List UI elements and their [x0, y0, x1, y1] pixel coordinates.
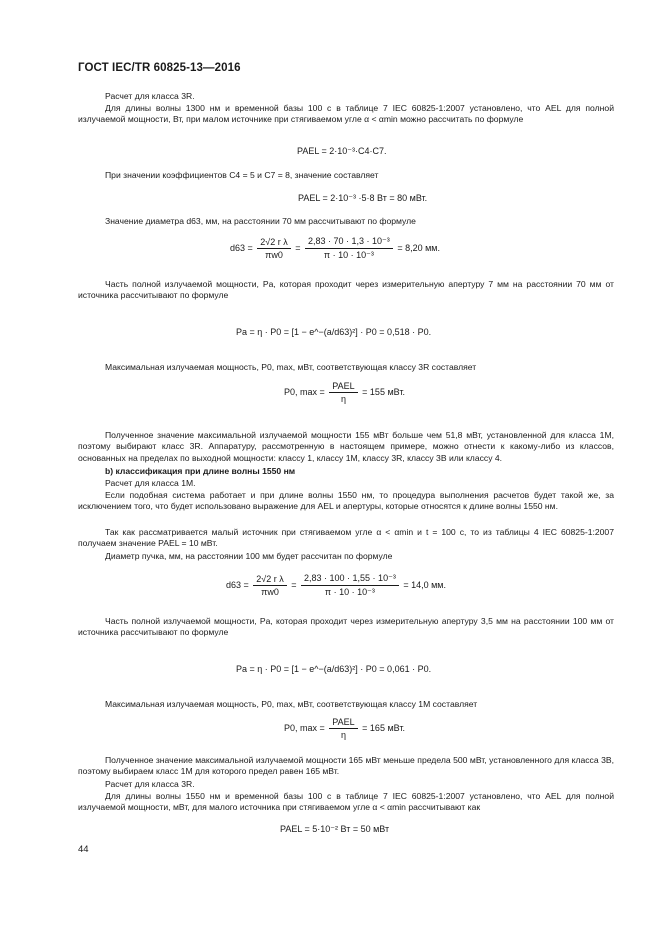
paragraph: Диаметр пучка, мм, на расстоянии 100 мм будет рассчитан по формуле — [105, 551, 393, 561]
paragraph: Полученное значение максимальной излучаемой мощности 165 мВт меньше предела 500 мВт, установленного для класса 3B, поэтому выбираем класс 1М для которого предел равен 165 мВт. — [78, 755, 614, 777]
formula-d63: d63 = $\frac{\text{2√2 r λ}}{\pi w0}$ = $\frac{\text{2,83 · 70 · 1,3 · 10⁻³}}{\text{π · 10 · 10⁻³}}$ = 8,20 мм. — [230, 236, 440, 260]
paragraph: Расчет для класса 3R. — [105, 779, 195, 789]
document-header: ГОСТ IEC/TR 60825-13—2016 — [78, 62, 241, 74]
paragraph: Значение диаметра d63, мм, на расстоянии 70 мм рассчитывают по формуле — [105, 216, 416, 226]
paragraph: Часть полной излучаемой мощности, Pa, которая проходит через измерительную апертуру 7 мм на расстоянии 70 мм от источника рассчитывают по формуле — [78, 279, 614, 301]
paragraph: Расчет для класса 3R. — [105, 91, 195, 101]
paragraph: Так как рассматривается малый источник при стягиваемом угле α < αmin и t = 100 с, то из таблицы 4 IEC 60825-1:2007 получаем значение PAEL = 10 мВт. — [78, 527, 614, 549]
paragraph: Для длины волны 1550 нм и временной базы 100 с в таблице 7 IEC 60825-1:2007 установлено, что AEL для полной излучаемой мощности, мВт, для малого источника при стягиваемом угле α < αmin рассчитывают как — [78, 791, 614, 813]
paragraph: При значении коэффициентов C4 = 5 и C7 = 8, значение составляет — [105, 170, 379, 180]
paragraph: Полученное значение максимальной излучаемой мощности 155 мВт больше чем 51,8 мВт, установленной для класса 1М, поэтому выбирают класс 3R. Аппаратуру, рассмотренную в настоящем примере, можно отнести к какому-либо из классов, основанных на пределах по выходной мощности: классу 1, классу 1M, классу 3R, классу 3B или классу 4. — [78, 430, 614, 463]
paragraph: Максимальная излучаемая мощность, P0, max, мВт, соответствующая классу 1M составляет — [105, 699, 478, 709]
paragraph: Если подобная система работает и при длине волны 1550 нм, то процедура выполнения расчетов будет такой же, за исключением того, что будет использовано выражение для AEL и апертуры, которые относятся к длине волны 1550 нм. — [78, 490, 614, 512]
formula-pa: Pa = η · P0 = [1 − e^−(a/d63)²] · P0 = 0,518 · P0. — [236, 327, 432, 337]
formula-p0max: P0, max = $\frac{\text{PAEL}}{\eta}$ = 155 мВт. — [284, 381, 405, 404]
section-heading: b) классификация при длине волны 1550 нм — [105, 466, 296, 476]
paragraph: Часть полной излучаемой мощности, Pa, которая проходит через измерительную апертуру 3,5 мм на расстоянии 100 мм от источника рассчитывают по формуле — [78, 616, 614, 638]
formula-pael-value: PAEL = 2·10⁻³ ·5·8 Вт = 80 мВт. — [298, 193, 428, 203]
formula-pael-1550: PAEL = 5·10⁻² Вт = 50 мВт — [280, 824, 390, 834]
formula-p0max-1550: P0, max = $\frac{\text{PAEL}}{\eta}$ = 165 мВт. — [284, 717, 405, 740]
formula-pa-1550: Pa = η · P0 = [1 − e^−(a/d63)²] · P0 = 0,061 · P0. — [236, 664, 432, 674]
formula-pael: PAEL = 2·10⁻³·C4·C7. — [297, 146, 387, 156]
formula-d63-1550: d63 = $\frac{\text{2√2 r λ}}{\pi w0}$ = $\frac{\text{2,83 · 100 · 1,55 · 10⁻³}}{\text{π · 10 · 10⁻³}}$ = 14,0 мм. — [226, 573, 446, 597]
paragraph: Максимальная излучаемая мощность, P0, max, мВт, соответствующая классу 3R составляет — [105, 362, 477, 372]
paragraph: Расчет для класса 1М. — [105, 478, 196, 488]
page-number: 44 — [78, 844, 89, 855]
paragraph: Для длины волны 1300 нм и временной базы 100 с в таблице 7 IEC 60825-1:2007 установлено, что AEL для полной излучаемой мощности, Вт, при малом источнике при стягиваемом угле α < αmin можно рассчитать по формуле — [78, 103, 614, 125]
